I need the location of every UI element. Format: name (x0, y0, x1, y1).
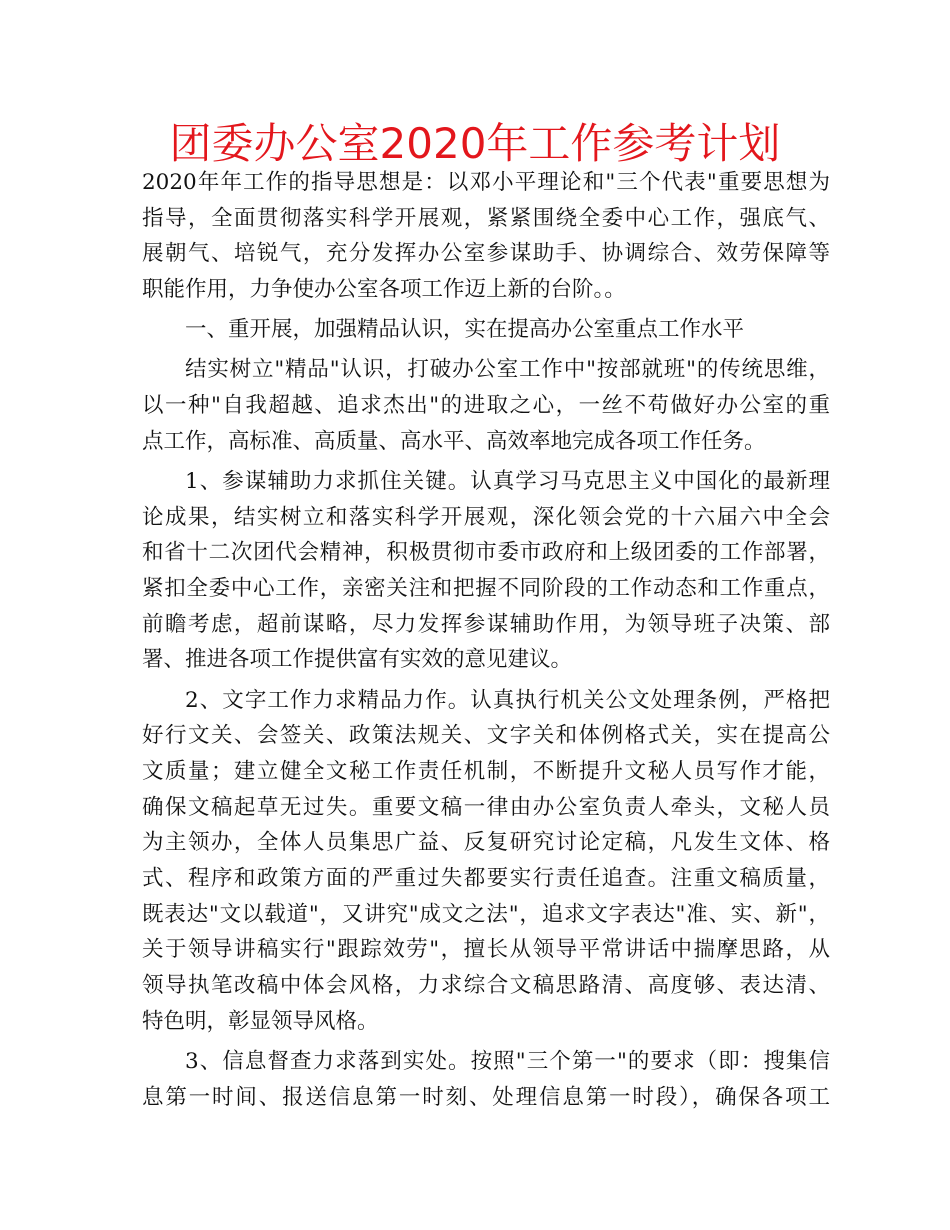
text-line: 一、重开展，加强精品认识，实在提高办公室重点工作水平 (185, 317, 745, 343)
text-line: 确保文稿起草无过失。重要文稿一律由办公室负责人牵头，文秘人员 (142, 794, 830, 820)
text-line: 展朝气、培锐气，充分发挥办公室参谋助手、协调综合、效劳保障等 (142, 241, 830, 267)
text-line: 署、推进各项工作提供富有实效的意见建议。 (142, 647, 573, 673)
text-line: 特色明，彰显领导风格。 (142, 1008, 379, 1034)
text-line: 结实树立"精品"认识，打破办公室工作中"按部就班"的传统思维， (185, 357, 830, 383)
text-line: 点工作，高标准、高质量、高水平、高效率地完成各项工作任务。 (142, 428, 766, 454)
text-line: 3、信息督查力求落到实处。按照"三个第一"的要求（即：搜集信 (185, 1049, 830, 1074)
text-line: 论成果，结实树立和落实科学开展观，深化领会党的十六届六中全会 (142, 504, 830, 530)
document-body (142, 165, 830, 1115)
text-line: 好行文关、会签关、政策法规关、文字关和体例格式关，实在提高公 (142, 723, 830, 749)
text-line: 2、文字工作力求精品力作。认真执行机关公文处理条例，严格把 (185, 687, 830, 713)
text-line: 1、参谋辅助力求抓住关键。认真学习马克思主义中国化的最新理 (185, 469, 830, 494)
text-line: 以一种"自我超越、追求杰出"的进取之心，一丝不苟做好办公室的重 (142, 393, 830, 419)
text-line: 文质量；建立健全文秘工作责任机制，不断提升文秘人员写作才能， (142, 759, 830, 784)
text-line: 紧扣全委中心工作，亲密关注和把握不同阶段的工作动态和工作重点， (142, 576, 830, 602)
paragraph-advisory-support (142, 464, 830, 678)
text-line: 为主领办，全体人员集思广益、反复研究讨论定稿，凡发生文体、格 (142, 830, 830, 856)
text-line: 既表达"文以载道"，又讲究"成文之法"，追求文字表达"准、实、新"， (142, 901, 830, 927)
text-line: 前瞻考虑，超前谋略，尽力发挥参谋辅助作用，为领导班子决策、部 (142, 611, 830, 637)
text-line: 关于领导讲稿实行"跟踪效劳"，擅长从领导平常讲话中揣摩思路，从 (142, 937, 830, 963)
text-line: 职能作用，力争使办公室各项工作迈上新的台阶。。 (142, 277, 626, 303)
paragraph-quality-awareness (142, 352, 830, 459)
paragraph-writing-work (142, 683, 830, 1040)
paragraph-guiding-thought (142, 165, 830, 308)
section-heading-1 (142, 312, 830, 348)
text-line: 领导执笔改稿中体会风格，力求综合文稿思路清、高度够、表达清、 (142, 973, 830, 999)
text-line: 式、程序和政策方面的严重过失都要实行责任追查。注重文稿质量， (142, 866, 830, 892)
text-line: 息第一时间、报送信息第一时刻、处理信息第一时段），确保各项工 (142, 1084, 830, 1110)
document-title: 团委办公室2020年工作参考计划 (169, 119, 781, 168)
text-line: 和省十二次团代会精神，积极贯彻市委市政府和上级团委的工作部署， (142, 540, 830, 566)
text-line: 2020年年工作的指导思想是：以邓小平理论和"三个代表"重要思想为 (142, 170, 830, 195)
text-line: 指导，全面贯彻落实科学开展观，紧紧围绕全委中心工作，强底气、 (142, 205, 830, 231)
paragraph-information-supervision (142, 1044, 830, 1115)
